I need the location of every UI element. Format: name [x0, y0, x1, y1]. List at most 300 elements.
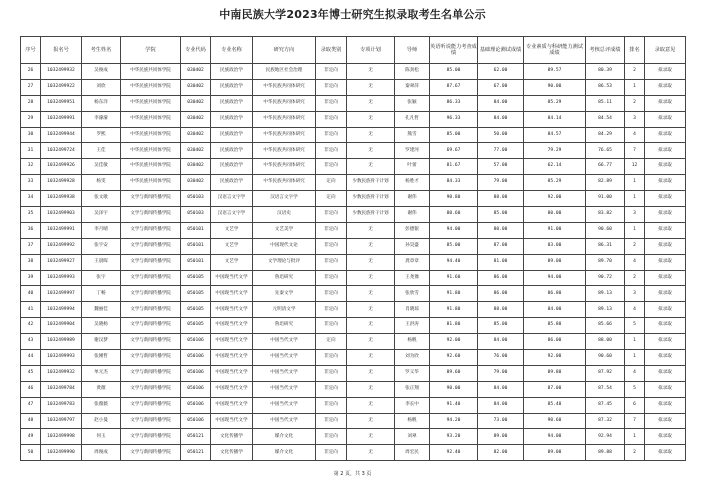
- table-cell: 1: [625, 191, 645, 207]
- table-cell: 86.33: [430, 95, 478, 111]
- table-row: [21, 222, 686, 238]
- table-cell: 拟录取: [645, 111, 686, 127]
- table-cell: 1032499992: [41, 238, 82, 254]
- column-header: 报名号: [41, 37, 82, 64]
- table-cell: 无: [347, 127, 395, 143]
- table-cell: 定向: [316, 334, 347, 350]
- table-cell: 民族地区社会治理: [253, 64, 316, 80]
- table-cell: 85.40: [524, 397, 586, 413]
- table-cell: 拟录取: [645, 159, 686, 175]
- table-cell: 28: [21, 95, 41, 111]
- table-cell: 82.89: [586, 175, 625, 191]
- table-cell: 1032499903: [41, 207, 82, 223]
- table-cell: 拟录取: [645, 302, 686, 318]
- table-cell: 拟录取: [645, 95, 686, 111]
- table-cell: 67.00: [478, 79, 524, 95]
- table-cell: 张宇: [82, 270, 121, 286]
- table-cell: 80.60: [430, 207, 478, 223]
- table-cell: 1032499991: [41, 111, 82, 127]
- table-cell: 2: [625, 95, 645, 111]
- table-cell: 媒介文化: [253, 429, 316, 445]
- table-cell: 中华民族共同体研究: [253, 111, 316, 127]
- table-cell: 86.00: [478, 286, 524, 302]
- table-cell: 5: [625, 381, 645, 397]
- table-row: [21, 445, 686, 461]
- table-cell: 文学与新闻传播学院: [121, 429, 181, 445]
- table-cell: 89.70: [586, 254, 625, 270]
- table-cell: 张颖: [395, 95, 430, 111]
- table-cell: 90.72: [586, 270, 625, 286]
- table-cell: 非定向: [316, 238, 347, 254]
- table-cell: 50: [21, 445, 41, 461]
- table-cell: 文学与新闻传播学院: [121, 238, 181, 254]
- table-cell: 87.45: [586, 397, 625, 413]
- table-cell: 89.80: [524, 365, 586, 381]
- table-cell: 叶蕾: [395, 159, 430, 175]
- table-cell: 050103: [181, 207, 211, 223]
- table-row: [21, 175, 686, 191]
- table-cell: 4: [625, 365, 645, 381]
- table-cell: 张宇安: [82, 238, 121, 254]
- page-footer: 第 2 页，共 3 页: [333, 471, 372, 477]
- table-cell: 89.00: [524, 254, 586, 270]
- table-cell: 35: [21, 207, 41, 223]
- table-cell: 030402: [181, 95, 211, 111]
- table-cell: 文艺学: [211, 254, 253, 270]
- table-cell: 非定向: [316, 413, 347, 429]
- table-row: [21, 127, 686, 143]
- table-row: [21, 95, 686, 111]
- table-row: [21, 207, 686, 223]
- table-cell: 88.00: [586, 334, 625, 350]
- column-header: 研究方向: [253, 37, 316, 64]
- table-cell: 90.60: [586, 350, 625, 366]
- table-cell: 中国现当代文学: [211, 413, 253, 429]
- table-cell: 文学与新闻传播学院: [121, 191, 181, 207]
- table-cell: 谢汉梦: [82, 334, 121, 350]
- table-cell: 定向: [316, 175, 347, 191]
- table-cell: 36: [21, 222, 41, 238]
- table-cell: 文学与新闻传播学院: [121, 381, 181, 397]
- table-cell: 汉语言文字学: [211, 191, 253, 207]
- table-cell: 中国当代文学: [253, 334, 316, 350]
- table-cell: 89.00: [478, 429, 524, 445]
- column-header: 序号: [21, 37, 41, 64]
- table-cell: 89.00: [524, 445, 586, 461]
- table-cell: 中国现当代文学: [211, 286, 253, 302]
- table-row: [21, 397, 686, 413]
- table-cell: 中国现当代文学: [211, 334, 253, 350]
- table-cell: 79.00: [478, 175, 524, 191]
- table-cell: 文学理论与批评: [253, 254, 316, 270]
- table-cell: 张欣雪: [395, 286, 430, 302]
- table-cell: 无: [347, 238, 395, 254]
- column-header: 排名: [625, 37, 645, 64]
- table-cell: 王尧豫: [395, 270, 430, 286]
- table-row: [21, 270, 686, 286]
- table-cell: 79.29: [524, 143, 586, 159]
- table-cell: 非定向: [316, 127, 347, 143]
- table-cell: 中国现当代文学: [211, 350, 253, 366]
- table-cell: 非定向: [316, 381, 347, 397]
- table-row: [21, 365, 686, 381]
- table-cell: 无: [347, 381, 395, 397]
- table-cell: 87.67: [430, 79, 478, 95]
- table-cell: 民族政治学: [211, 175, 253, 191]
- table-cell: 中华民族共同体学院: [121, 143, 181, 159]
- table-cell: 1032499989: [41, 334, 82, 350]
- table-cell: 84.14: [524, 111, 586, 127]
- table-cell: 王佳: [82, 143, 121, 159]
- table-cell: 62.14: [524, 159, 586, 175]
- table-cell: 文学与新闻传播学院: [121, 222, 181, 238]
- table-cell: 拟录取: [645, 286, 686, 302]
- table-cell: 92.00: [524, 191, 586, 207]
- table-cell: 4: [625, 302, 645, 318]
- table-cell: 69.67: [430, 143, 478, 159]
- table-cell: 050106: [181, 365, 211, 381]
- table-cell: 中华民族共同体学院: [121, 111, 181, 127]
- table-cell: 81.00: [478, 254, 524, 270]
- table-cell: 90.80: [430, 191, 478, 207]
- table-cell: 无: [347, 334, 395, 350]
- table-cell: 中国当代文学: [253, 381, 316, 397]
- table-cell: 黄薇: [82, 381, 121, 397]
- table-cell: 汉语史: [253, 207, 316, 223]
- table-cell: 84.57: [524, 127, 586, 143]
- table-cell: 57.00: [478, 159, 524, 175]
- table-cell: 49: [21, 429, 41, 445]
- table-cell: 无: [347, 64, 395, 80]
- table-cell: 非定向: [316, 159, 347, 175]
- table-cell: 非定向: [316, 207, 347, 223]
- table-cell: 民族政治学: [211, 111, 253, 127]
- table-row: [21, 111, 686, 127]
- table-cell: 刘欣: [82, 79, 121, 95]
- table-row: [21, 334, 686, 350]
- table-cell: 张刚哲: [82, 350, 121, 366]
- table-cell: 无: [347, 79, 395, 95]
- table-cell: 91.40: [430, 397, 478, 413]
- table-cell: 非定向: [316, 254, 347, 270]
- table-cell: 050106: [181, 334, 211, 350]
- table-cell: 92.00: [430, 334, 478, 350]
- table-cell: 肖晓琼: [395, 302, 430, 318]
- table-cell: 中国当代文学: [253, 350, 316, 366]
- table-cell: 彭德银: [395, 222, 430, 238]
- table-cell: 33: [21, 175, 41, 191]
- table-cell: 91.80: [430, 302, 478, 318]
- table-cell: 80.39: [586, 64, 625, 80]
- table-cell: 非定向: [316, 318, 347, 334]
- table-cell: 文学与新闻传播学院: [121, 318, 181, 334]
- table-cell: 周宏民: [395, 445, 430, 461]
- table-cell: 030402: [181, 64, 211, 80]
- table-cell: 张正翔: [395, 381, 430, 397]
- table-cell: 89.88: [586, 445, 625, 461]
- table-cell: 050105: [181, 318, 211, 334]
- table-cell: 李长中: [395, 397, 430, 413]
- table-cell: 王晨晖: [82, 254, 121, 270]
- table-cell: 85.11: [586, 95, 625, 111]
- table-cell: 76.00: [478, 350, 524, 366]
- table-cell: 汉语言文字学: [253, 191, 316, 207]
- table-cell: 1032499926: [41, 159, 82, 175]
- table-cell: 94.40: [430, 254, 478, 270]
- table-cell: 1: [625, 222, 645, 238]
- table-cell: 90.00: [524, 79, 586, 95]
- table-cell: 1032499993: [41, 270, 82, 286]
- table-cell: 中国现当代文学: [211, 270, 253, 286]
- table-cell: 91.80: [430, 286, 478, 302]
- table-cell: 拟录取: [645, 429, 686, 445]
- table-row: [21, 429, 686, 445]
- table-cell: 元明清文学: [253, 302, 316, 318]
- table-row: [21, 302, 686, 318]
- table-cell: 文化传播学: [211, 429, 253, 445]
- table-cell: 91.00: [586, 191, 625, 207]
- table-cell: 73.00: [478, 413, 524, 429]
- table-cell: 无: [347, 270, 395, 286]
- table-cell: 无: [347, 302, 395, 318]
- table-cell: 86.00: [478, 270, 524, 286]
- table-cell: 中国现当代文学: [211, 381, 253, 397]
- table-cell: 无: [347, 397, 395, 413]
- table-cell: 杨帆: [395, 334, 430, 350]
- table-cell: 3: [625, 207, 645, 223]
- table-cell: 中国现当代文学: [211, 302, 253, 318]
- table-cell: 孙昊盛: [395, 238, 430, 254]
- table-cell: 3: [625, 111, 645, 127]
- table-row: [21, 159, 686, 175]
- table-cell: 无: [347, 318, 395, 334]
- table-row: [21, 191, 686, 207]
- table-cell: 王洪涛: [395, 318, 430, 334]
- table-cell: 无: [347, 445, 395, 461]
- table-cell: 周俊成: [82, 445, 121, 461]
- table-cell: 84.00: [478, 111, 524, 127]
- table-cell: 1: [625, 175, 645, 191]
- table-cell: 李濛濛: [82, 111, 121, 127]
- table-cell: 拟录取: [645, 350, 686, 366]
- table-cell: 7: [625, 413, 645, 429]
- table-cell: 1032499951: [41, 95, 82, 111]
- table-cell: 文学与新闻传播学院: [121, 302, 181, 318]
- table-row: [21, 254, 686, 270]
- table-cell: 拟录取: [645, 413, 686, 429]
- table-cell: 非定向: [316, 350, 347, 366]
- table-cell: 89.13: [586, 286, 625, 302]
- table-cell: 85.00: [430, 127, 478, 143]
- column-header: 录取意见: [645, 37, 686, 64]
- table-cell: 47: [21, 397, 41, 413]
- table-cell: 单元杰: [82, 365, 121, 381]
- table-cell: 41: [21, 302, 41, 318]
- column-header: 学院: [121, 37, 181, 64]
- table-cell: 94.20: [430, 413, 478, 429]
- table-cell: 中国现当代文学: [211, 318, 253, 334]
- table-cell: 杨东洋: [82, 95, 121, 111]
- table-cell: 少数民族骨干计划: [347, 207, 395, 223]
- table-cell: 48: [21, 413, 41, 429]
- table-cell: 050101: [181, 254, 211, 270]
- table-cell: 85.29: [524, 175, 586, 191]
- table-cell: 42: [21, 318, 41, 334]
- table-cell: 92.00: [524, 350, 586, 366]
- table-cell: 86.00: [524, 334, 586, 350]
- table-cell: 40: [21, 286, 41, 302]
- table-cell: 媒介文化: [253, 445, 316, 461]
- table-cell: 84.00: [478, 334, 524, 350]
- table-cell: 31: [21, 143, 41, 159]
- table-cell: 030402: [181, 143, 211, 159]
- table-cell: 030402: [181, 159, 211, 175]
- table-cell: 2: [625, 270, 645, 286]
- table-cell: 少数民族骨干计划: [347, 191, 395, 207]
- table-cell: 1032499724: [41, 143, 82, 159]
- table-cell: 5: [625, 318, 645, 334]
- table-cell: 民族政治学: [211, 143, 253, 159]
- table-cell: 刘为欣: [395, 350, 430, 366]
- table-cell: 文学与新闻传播学院: [121, 397, 181, 413]
- table-cell: 拟录取: [645, 365, 686, 381]
- table-cell: 1032499784: [41, 381, 82, 397]
- table-cell: 6: [625, 397, 645, 413]
- table-cell: 7: [625, 143, 645, 159]
- table-cell: 无: [347, 159, 395, 175]
- table-cell: 030402: [181, 127, 211, 143]
- table-cell: 4: [625, 254, 645, 270]
- table-cell: 82.00: [478, 445, 524, 461]
- table-cell: 1032499797: [41, 413, 82, 429]
- table-cell: 中华民族共同体学院: [121, 175, 181, 191]
- table-cell: 非定向: [316, 111, 347, 127]
- table-cell: 定向: [316, 191, 347, 207]
- table-cell: 62.00: [478, 64, 524, 80]
- table-cell: 先秦文学: [253, 286, 316, 302]
- table-cell: 拟录取: [645, 143, 686, 159]
- table-row: [21, 238, 686, 254]
- table-cell: 030402: [181, 79, 211, 95]
- table-cell: 拟录取: [645, 334, 686, 350]
- table-cell: 拟录取: [645, 318, 686, 334]
- table-cell: 中国当代文学: [253, 397, 316, 413]
- table-cell: 050106: [181, 397, 211, 413]
- table-cell: 文化传播学: [211, 445, 253, 461]
- table-cell: 94.00: [524, 429, 586, 445]
- table-cell: 拟录取: [645, 191, 686, 207]
- table-cell: 非定向: [316, 365, 347, 381]
- table-cell: 魏丽佳: [82, 302, 121, 318]
- table-cell: 1032499932: [41, 64, 82, 80]
- table-cell: 89.60: [430, 365, 478, 381]
- table-cell: 中国当代文学: [253, 413, 316, 429]
- table-cell: 81.67: [430, 159, 478, 175]
- table-cell: 张薇薇: [82, 397, 121, 413]
- table-cell: 32: [21, 159, 41, 175]
- table-cell: 27: [21, 79, 41, 95]
- table-cell: 中国当代文学: [253, 365, 316, 381]
- column-header: 考生姓名: [82, 37, 121, 64]
- table-cell: 孔凡哲: [395, 111, 430, 127]
- table-cell: 文学与新闻传播学院: [121, 207, 181, 223]
- table-cell: 龚章章: [395, 254, 430, 270]
- table-cell: 85.29: [524, 95, 586, 111]
- table-cell: 秦翠萍: [395, 79, 430, 95]
- table-cell: 汉语言文字学: [211, 207, 253, 223]
- table-cell: 中华民族共同体研究: [253, 159, 316, 175]
- table-cell: 拟录取: [645, 381, 686, 397]
- table-cell: 4: [625, 127, 645, 143]
- page-title: 中南民族大学2023年博士研究生拟录取考生名单公示: [219, 8, 486, 21]
- table-cell: 050105: [181, 302, 211, 318]
- table-cell: 无: [347, 95, 395, 111]
- table-cell: 94.00: [430, 222, 478, 238]
- table-cell: 中华民族共同体学院: [121, 79, 181, 95]
- table-cell: 拟录取: [645, 64, 686, 80]
- table-cell: 76.65: [586, 143, 625, 159]
- table-cell: 非定向: [316, 445, 347, 461]
- table-cell: 39: [21, 270, 41, 286]
- table-cell: 民族政治学: [211, 64, 253, 80]
- table-cell: 少数民族骨干计划: [347, 175, 395, 191]
- table-cell: 丁畅: [82, 286, 121, 302]
- table-cell: 1: [625, 350, 645, 366]
- table-cell: 文学与新闻传播学院: [121, 270, 181, 286]
- table-cell: 84.29: [586, 127, 625, 143]
- table-cell: 86.80: [524, 286, 586, 302]
- table-cell: 1032499990: [41, 445, 82, 461]
- table-cell: 66.77: [586, 159, 625, 175]
- table-cell: 86.31: [586, 238, 625, 254]
- table-cell: 2: [625, 64, 645, 80]
- table-cell: 陈劲松: [395, 64, 430, 80]
- table-cell: 民族政治学: [211, 127, 253, 143]
- table-cell: 张文歌: [82, 191, 121, 207]
- table-cell: 文学与新闻传播学院: [121, 350, 181, 366]
- column-header: 专业素质与科研能力测试成绩: [524, 37, 586, 64]
- table-row: [21, 318, 686, 334]
- table-cell: 12: [625, 159, 645, 175]
- table-cell: 中国现当代文学: [211, 365, 253, 381]
- table-header-row: [21, 37, 686, 64]
- table-cell: 刘翠: [395, 429, 430, 445]
- table-cell: 非定向: [316, 79, 347, 95]
- table-cell: 非定向: [316, 397, 347, 413]
- table-cell: 鲁迅研究: [253, 270, 316, 286]
- table-cell: 29: [21, 111, 41, 127]
- table-cell: 非定向: [316, 95, 347, 111]
- table-cell: 46: [21, 381, 41, 397]
- table-cell: 050106: [181, 350, 211, 366]
- table-cell: 文学与新闻传播学院: [121, 334, 181, 350]
- table-cell: 86.53: [586, 79, 625, 95]
- table-cell: 1032499932: [41, 365, 82, 381]
- table-cell: 中华民族共同体学院: [121, 64, 181, 80]
- table-cell: 85.00: [478, 318, 524, 334]
- table-cell: 050121: [181, 445, 211, 461]
- table-cell: 拟录取: [645, 238, 686, 254]
- table-cell: 民族政治学: [211, 79, 253, 95]
- table-cell: 拟录取: [645, 397, 686, 413]
- table-cell: 非定向: [316, 286, 347, 302]
- table-cell: 050105: [181, 270, 211, 286]
- table-cell: 1032499998: [41, 429, 82, 445]
- table-cell: 无: [347, 429, 395, 445]
- column-header: 录取类别: [316, 37, 347, 64]
- table-cell: 何玉: [82, 429, 121, 445]
- table-cell: 拟录取: [645, 207, 686, 223]
